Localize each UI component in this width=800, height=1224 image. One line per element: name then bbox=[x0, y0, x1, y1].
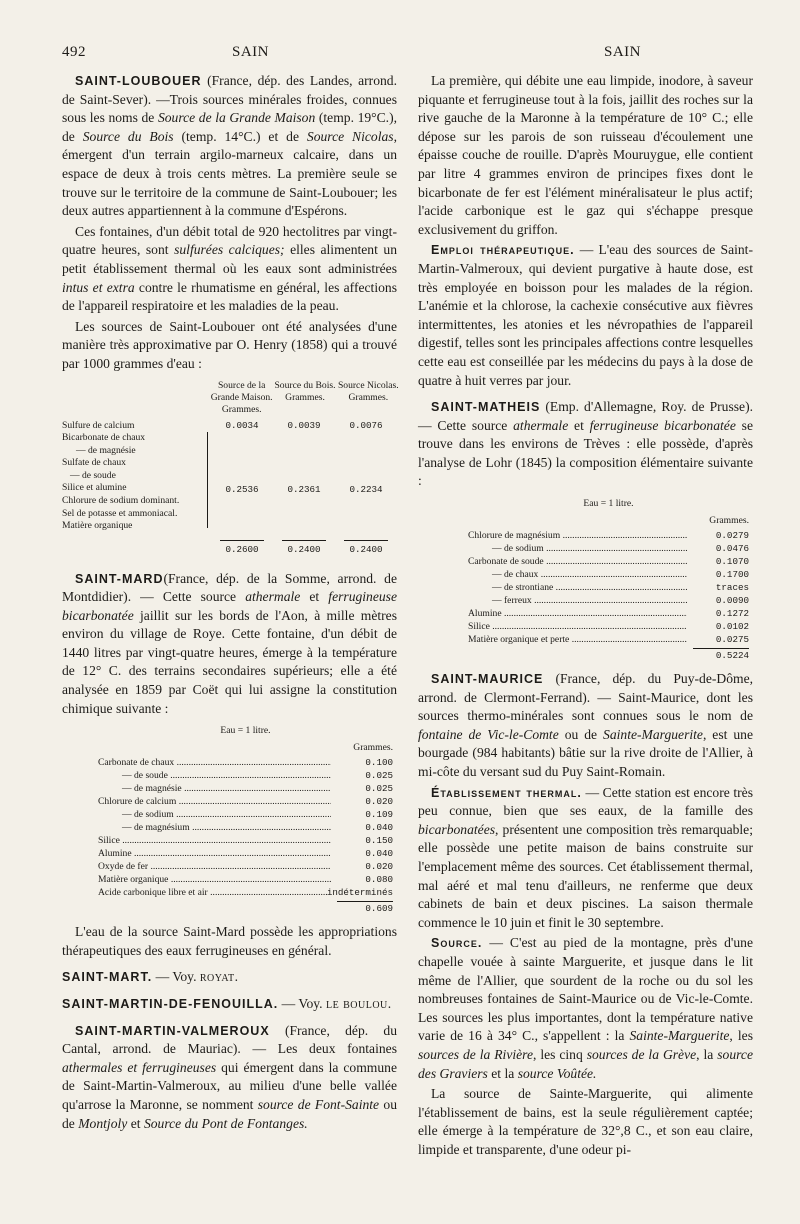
entry-head: SAINT-MARTIN-VALMEROUX bbox=[75, 1023, 270, 1038]
entry-head: SAINT-MATHEIS bbox=[431, 400, 541, 415]
text: Sainte-Marguerite bbox=[603, 726, 703, 742]
cross-reference: royat. bbox=[199, 969, 239, 985]
text: (Emp. d'Allemagne, Roy. de Prusse). — Cette source bbox=[418, 399, 753, 433]
section-head: Emploi thérapeutique. bbox=[431, 243, 575, 258]
text: sources de la Grève bbox=[586, 1046, 697, 1062]
row-value: 0.1700 bbox=[715, 569, 749, 581]
text: ferrugineuse bicarbonatée bbox=[589, 417, 736, 433]
text: Source Nicolas bbox=[306, 128, 394, 144]
row-label: — de magnésium ..... bbox=[98, 821, 331, 834]
table-row bbox=[98, 769, 393, 782]
text: , la bbox=[696, 1046, 718, 1062]
text: sulfurées calciques; bbox=[174, 242, 285, 258]
row-label: Silice et alumine bbox=[62, 482, 127, 494]
text: (France, dép. des Landes, arrond. de Saint-Sever). —Trois sources minérales froides, connues sous les noms de bbox=[62, 73, 397, 126]
text: se trouve dans les environs de Trèves : elle possède, d'après l'analyse de Lohr (1845) la composition élémentaire suivante : bbox=[418, 417, 753, 489]
entry-head: SAINT-MAURICE bbox=[431, 672, 544, 687]
text: athermales et ferrugineuses bbox=[62, 1059, 217, 1075]
entry-saint-maurice bbox=[418, 670, 753, 782]
text: — C'est au pied de la montagne, près d'une chapelle vouée à sainte Marguerite, et jusque dans le lit même de l'Allier, que sourdent de la roche ou du sol les nombreuses fontaines de Saint-Maurice ou de Vic-le-Comte. Les sources les plus importantes, dont la température native varie de 16 à 34° C., s'appellent : la bbox=[418, 935, 753, 1044]
entry-saint-matheis bbox=[418, 398, 753, 491]
row-label: — de soude bbox=[70, 469, 116, 481]
row-value: 0.040 bbox=[365, 822, 393, 834]
table-unit: Grammes. bbox=[353, 742, 393, 754]
row-label: Silice ..... bbox=[468, 620, 687, 633]
running-head-right: SAIN bbox=[604, 44, 642, 60]
table-row bbox=[98, 860, 393, 873]
row-value: 0.109 bbox=[365, 809, 393, 821]
text: source des Graviers bbox=[418, 1046, 753, 1081]
row-value: traces bbox=[715, 582, 749, 594]
text: contre le rhumatisme en général, les affections de l'appareil respiratoire et les maladies de la peau. bbox=[62, 279, 397, 314]
paragraph bbox=[418, 934, 753, 1083]
paragraph bbox=[418, 241, 753, 390]
text: — Voy. bbox=[152, 969, 200, 985]
row-label: — de chaux ..... bbox=[468, 568, 687, 581]
table-row bbox=[98, 886, 393, 899]
entry-head: SAINT-MART. bbox=[62, 970, 153, 985]
brace bbox=[203, 432, 208, 528]
running-head-left: SAIN bbox=[232, 44, 270, 60]
row-label: — ferreux ..... bbox=[468, 594, 687, 607]
row-value: 0.025 bbox=[365, 783, 393, 795]
row-label: — de sodium ..... bbox=[98, 808, 331, 821]
value: 0.2536 bbox=[225, 483, 259, 495]
table-row bbox=[468, 581, 749, 594]
text: source Voûtée. bbox=[517, 1065, 597, 1081]
text: qui émergent dans la commune de Saint-Martin-Valmeroux, au milieu d'une belle vallée qu'arrose la Maronne, se nomment bbox=[62, 1059, 397, 1112]
table-title: Eau = 1 litre. bbox=[220, 725, 271, 737]
sum-rule bbox=[282, 540, 326, 541]
text: et la bbox=[487, 1065, 518, 1081]
table-unit: Grammes. bbox=[709, 515, 749, 527]
text: Sainte-Marguerite bbox=[629, 1028, 730, 1044]
row-value: 0.1070 bbox=[715, 556, 749, 568]
table-row bbox=[98, 808, 393, 821]
row-label: Sulfure de calcium bbox=[62, 419, 135, 431]
row-value: 0.040 bbox=[365, 848, 393, 860]
left-column bbox=[62, 72, 397, 1135]
text: (France, dép. du Puy-de-Dôme, arrond. de Clermont-Ferrand). — Saint-Maurice, dont les sources thermo-minérales sont connues sous le nom de bbox=[418, 671, 753, 724]
table-row bbox=[468, 620, 749, 633]
row-label: — de sodium ..... bbox=[468, 542, 687, 555]
row-label: Matière organique et perte ..... bbox=[468, 633, 687, 646]
text: intus et extra bbox=[62, 279, 135, 295]
entry-saint-loubouer bbox=[62, 72, 397, 221]
row-value: 0.100 bbox=[365, 757, 393, 769]
text: , présentent une composition très remarquable; elle possède une petite maison de bains construite sur l'emplacement même des sources. Cet établissement thermal, mal aéré et mal tenu d'ailleurs, ne renferme que deux cabinets de bain et deux piscines. La saison thermale commence le 10 juin et finit le 30 septembre. bbox=[418, 821, 753, 930]
table-row bbox=[468, 529, 749, 542]
row-value: 0.0476 bbox=[715, 543, 749, 555]
table-row bbox=[98, 782, 393, 795]
row-label: Bicarbonate de chaux bbox=[62, 432, 146, 444]
text: fontaine de Vic-le-Comte bbox=[418, 726, 559, 742]
row-label: Alumine ..... bbox=[468, 607, 687, 620]
page-number: 492 bbox=[62, 44, 86, 60]
text: Source de la Grande Maison bbox=[157, 110, 316, 126]
table-title: Eau = 1 litre. bbox=[583, 498, 634, 510]
row-label: Carbonate de soude ..... bbox=[468, 555, 687, 568]
text: et bbox=[300, 589, 329, 605]
text: athermale bbox=[245, 589, 301, 605]
text: source de Font-Sainte bbox=[257, 1097, 380, 1112]
value: 0.2361 bbox=[287, 483, 321, 495]
total: 0.609 bbox=[365, 903, 393, 915]
row-value: indéterminés bbox=[326, 887, 393, 899]
row-label: Silice ..... bbox=[98, 834, 331, 847]
text: jaillit sur les bords de l'Aon, à mille mètres environ du village de Roye. Cette fontaine, d'un débit de 1440 litres par vingt-quatre heures, émerge à la température de 12° C. des terrains secondaires supérieurs; elle a été analysée en 1859 par Coët qui lui assigne la constitution chimique suivante : bbox=[62, 607, 397, 716]
text: Source du Bois bbox=[82, 128, 174, 144]
paragraph: L'eau de la source Saint-Mard possède les appropriations thérapeutiques des eaux ferrugineuses en général. bbox=[62, 924, 397, 958]
paragraph: La source de Sainte-Marguerite, qui alimente l'établissement de bains, est la seule régulièrement captée; elle émerge à la température de 32°,8 C., et son eau claire, limpide et transparente, d'une odeur pi- bbox=[418, 1086, 753, 1157]
paragraph bbox=[62, 223, 397, 316]
table-row bbox=[468, 542, 749, 555]
section-head: Source. bbox=[431, 936, 483, 951]
total: 0.5224 bbox=[715, 650, 749, 662]
text: et bbox=[568, 417, 590, 433]
text: Ces fontaines, d'un débit total de 920 hectolitres par vingt-quatre heures, sont bbox=[62, 223, 397, 258]
value: 0.2234 bbox=[349, 483, 383, 495]
row-value: 0.020 bbox=[365, 796, 393, 808]
table-row bbox=[98, 795, 393, 808]
cross-reference: le boulou. bbox=[325, 996, 392, 1012]
text: Montjoly bbox=[78, 1115, 128, 1131]
entry-saint-martin-de-fenouilla bbox=[62, 995, 397, 1014]
row-value: 0.0090 bbox=[715, 595, 749, 607]
text: (temp. 19°C.), de bbox=[62, 110, 397, 144]
entry-head: SAINT-MARD bbox=[75, 571, 164, 586]
value: 0.0076 bbox=[349, 419, 383, 431]
table-row bbox=[468, 568, 749, 581]
sum-rule bbox=[344, 540, 388, 541]
paragraph bbox=[418, 784, 753, 933]
value: 0.0039 bbox=[287, 419, 321, 431]
row-label: Oxyde de fer ..... bbox=[98, 860, 331, 873]
table-row bbox=[98, 834, 393, 847]
row-value: 0.0275 bbox=[715, 634, 749, 646]
col-head: Source Nicolas. Grammes. bbox=[337, 379, 399, 403]
row-label: Matière organique ..... bbox=[98, 873, 331, 886]
row-value: 0.0102 bbox=[715, 621, 749, 633]
text: — L'eau des sources de Saint-Martin-Valmeroux, qui devient purgative à haute dose, est très employée en boisson pour les malades de la région. L'anémie et la chlorose, la cachexie consécutive aux fièvres intermittentes, les atonies et les névropathies de l'appareil digestif, telles sont les principales affections contre lesquelles cette eau est conseillée par les médecins du pays à la dose de quatre à huit verres par jour. bbox=[418, 242, 753, 388]
table-row bbox=[468, 594, 749, 607]
row-label: Sulfate de chaux bbox=[62, 457, 126, 469]
table-row bbox=[98, 873, 393, 886]
table-row bbox=[98, 756, 393, 769]
row-label: — de soude ..... bbox=[98, 769, 331, 782]
text: (temp. 14°C.) et de bbox=[173, 128, 307, 144]
text: — Voy. bbox=[278, 996, 326, 1012]
row-value: 0.0279 bbox=[715, 530, 749, 542]
entry-head: SAINT-LOUBOUER bbox=[75, 74, 202, 88]
table-row bbox=[468, 555, 749, 568]
col-head: Source du Bois. Grammes. bbox=[274, 379, 336, 403]
table-row bbox=[468, 633, 749, 646]
text: , est une bourgade (984 habitants) bâtie sur la rive droite de l'Allier, à mi-côte du versant sud du Puy Saint-Romain. bbox=[418, 726, 753, 780]
text: , émergent d'un terrain argilo-marneux calcaire, dans un espace de deux à trois cents mètres. La première seule se trouve sur le territoire de la commune de Saint-Loubouer; les deux autres appartiennent à la commune d'Espérons. bbox=[62, 128, 398, 219]
table-row bbox=[98, 847, 393, 860]
text: ou de bbox=[558, 726, 604, 742]
analysis-table-saint-matheis bbox=[418, 497, 753, 662]
analysis-table-saint-mard bbox=[62, 724, 397, 915]
sum-rule bbox=[220, 540, 264, 541]
text: (France, dép. du Cantal, arrond. de Mauriac). — Les deux fontaines bbox=[62, 1022, 397, 1057]
row-label: Matière organique bbox=[62, 520, 133, 532]
row-value: 0.025 bbox=[365, 770, 393, 782]
col-head: Source de la Grande Maison. Grammes. bbox=[210, 379, 273, 415]
row-value: 0.080 bbox=[365, 874, 393, 886]
row-label: Carbonate de chaux ..... bbox=[98, 756, 331, 769]
text: bicarbonatées bbox=[418, 821, 496, 837]
entry-saint-martin-valmeroux bbox=[62, 1022, 397, 1134]
text: , les cinq bbox=[532, 1046, 587, 1062]
text: elles alimentent un petit établissement thermal où les eaux sont administrées bbox=[62, 242, 397, 276]
text: Source du Pont de Fontanges. bbox=[143, 1115, 308, 1131]
row-label: Chlorure de magnésium ..... bbox=[468, 529, 687, 542]
text: (France, dép. de la Somme, arrond. de Montdidier). — Cette source bbox=[62, 570, 397, 605]
text: athermale bbox=[513, 417, 569, 433]
row-value: 0.1272 bbox=[715, 608, 749, 620]
total: 0.2400 bbox=[349, 543, 383, 555]
paragraph: La première, qui débite une eau limpide, inodore, à saveur piquante et ferrugineuse tout à la fois, jaillit des roches sur la rive gauche de la Maronne à la température de 10° C.; elle dépose sur les parois de son ruisseau d'écoulement une épaisse couche de rouille. D'après Mouruygue, elle contient par litre 4 grammes environ de principes fixes dont le bicarbonate de fer est l'élément minéralisateur le plus actif; l'acide carbonique est le gaz qui s'échappe presque exclusivement du griffon. bbox=[418, 73, 753, 237]
table-row bbox=[98, 821, 393, 834]
row-label: — de magnésie bbox=[76, 444, 136, 456]
entry-saint-mart bbox=[62, 968, 397, 987]
text: sources de la Rivière bbox=[418, 1046, 533, 1062]
table-row bbox=[468, 607, 749, 620]
row-label: Alumine ..... bbox=[98, 847, 331, 860]
entry-saint-mard bbox=[62, 570, 397, 719]
row-label: Sel de potasse et ammoniacal. bbox=[62, 507, 178, 519]
row-label: Acide carbonique libre et air ..... bbox=[98, 886, 327, 899]
row-value: 0.150 bbox=[365, 835, 393, 847]
text: — Cette station est encore très peu connue, bien que ses eaux, de la famille des bbox=[418, 784, 753, 819]
text: ou de bbox=[62, 1097, 397, 1131]
entry-head: SAINT-MARTIN-DE-FENOUILLA. bbox=[62, 997, 279, 1012]
row-label: — de strontiane ..... bbox=[468, 581, 687, 594]
text: ferrugineuse bicarbonatée bbox=[62, 589, 398, 623]
right-column bbox=[418, 72, 753, 1162]
total: 0.2400 bbox=[287, 543, 321, 555]
row-label: Chlorure de calcium ..... bbox=[98, 795, 331, 808]
section-head: Établissement thermal. bbox=[431, 785, 582, 800]
analysis-table-loubouer bbox=[62, 380, 397, 560]
row-value: 0.020 bbox=[365, 861, 393, 873]
paragraph: Les sources de Saint-Loubouer ont été analysées d'une manière très approximative par O. Henry (1858) qui a trouvé par 1000 grammes d'eau : bbox=[62, 318, 397, 371]
total: 0.2600 bbox=[225, 543, 259, 555]
row-label: — de magnésie ..... bbox=[98, 782, 331, 795]
text: et bbox=[127, 1115, 144, 1131]
row-label: Chlorure de sodium dominant. bbox=[62, 495, 180, 507]
text: , les bbox=[729, 1028, 753, 1044]
value: 0.0034 bbox=[225, 419, 259, 431]
